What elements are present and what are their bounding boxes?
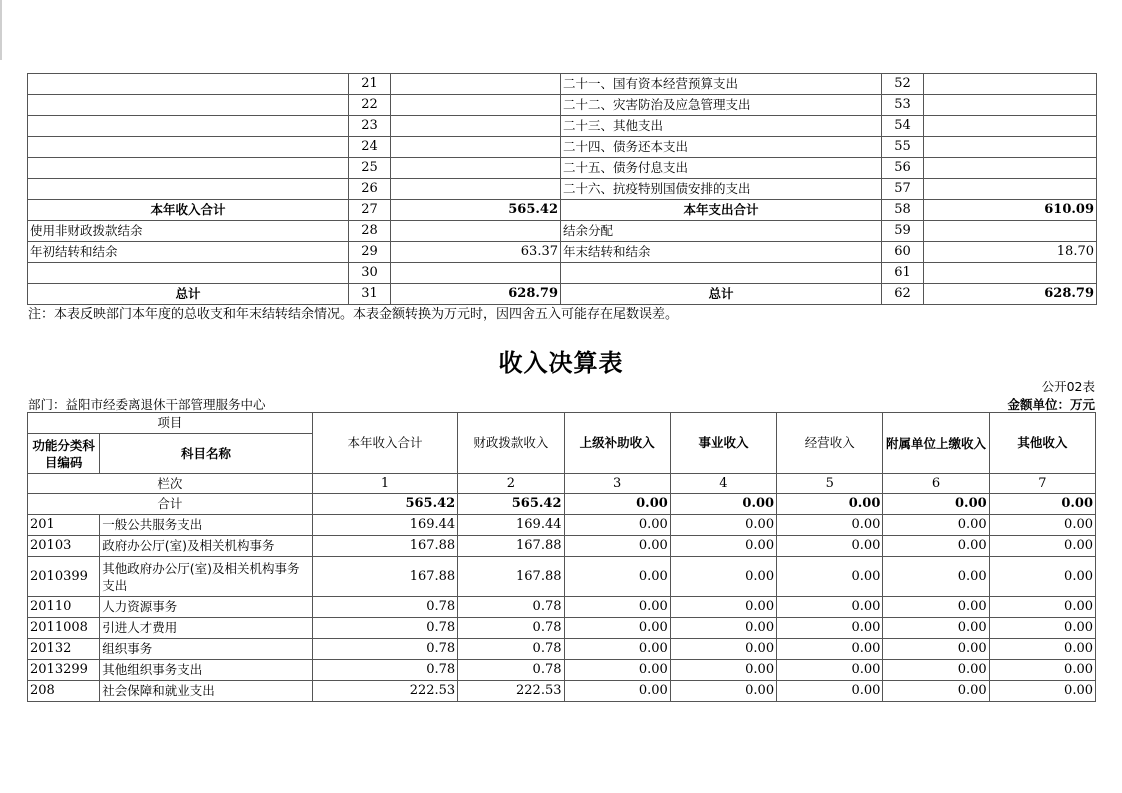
income-line-no: 30 xyxy=(349,263,391,284)
subject-name: 组织事务 xyxy=(100,639,313,660)
amount-cell: 0.00 xyxy=(883,681,989,702)
column-number: 5 xyxy=(777,474,883,494)
expense-item-label: 二十六、抗疫特别国债安排的支出 xyxy=(561,179,882,200)
amount-cell: 0.78 xyxy=(312,597,457,618)
amount-cell: 0.00 xyxy=(777,557,883,597)
expense-amount xyxy=(924,179,1097,200)
header-col-7: 其他收入 xyxy=(989,413,1095,474)
amount-cell: 169.44 xyxy=(312,515,457,536)
amount-cell: 0.00 xyxy=(564,660,670,681)
amount-cell: 0.00 xyxy=(564,515,670,536)
expense-line-no: 55 xyxy=(882,137,924,158)
table-row xyxy=(28,95,1097,116)
expense-line-no: 52 xyxy=(882,74,924,95)
department-label: 部门：益阳市经委离退休干部管理服务中心 xyxy=(28,397,266,412)
amount-cell: 222.53 xyxy=(458,681,564,702)
subject-name: 引进人才费用 xyxy=(100,618,313,639)
amount-cell: 0.00 xyxy=(670,639,776,660)
amount-cell: 0.00 xyxy=(883,597,989,618)
amount-cell: 0.00 xyxy=(670,660,776,681)
income-line-no: 27 xyxy=(349,200,391,221)
total-value: 565.42 xyxy=(312,494,457,515)
table-row xyxy=(28,618,1096,639)
income-amount xyxy=(391,74,561,95)
subject-name: 其他政府办公厅(室)及相关机构事务支出 xyxy=(100,557,313,597)
amount-cell: 0.00 xyxy=(777,618,883,639)
income-item-label xyxy=(28,158,349,179)
amount-cell: 0.00 xyxy=(883,639,989,660)
expense-line-no: 59 xyxy=(882,221,924,242)
expense-line-no: 62 xyxy=(882,284,924,305)
amount-cell: 0.78 xyxy=(312,639,457,660)
table-code: 公开02表 xyxy=(1041,379,1095,394)
subject-code: 2013299 xyxy=(28,660,100,681)
income-item-label: 本年收入合计 xyxy=(28,200,349,221)
header-col-3: 上级补助收入 xyxy=(564,413,670,474)
amount-cell: 0.00 xyxy=(883,536,989,557)
income-amount xyxy=(391,95,561,116)
income-line-no: 31 xyxy=(349,284,391,305)
expense-item-label: 二十二、灾害防治及应急管理支出 xyxy=(561,95,882,116)
expense-amount xyxy=(924,158,1097,179)
expense-item-label: 二十三、其他支出 xyxy=(561,116,882,137)
amount-cell: 167.88 xyxy=(312,557,457,597)
income-item-label xyxy=(28,263,349,284)
table-row xyxy=(28,221,1097,242)
expense-line-no: 58 xyxy=(882,200,924,221)
amount-cell: 0.00 xyxy=(883,515,989,536)
total-value: 0.00 xyxy=(777,494,883,515)
column-number: 4 xyxy=(670,474,776,494)
amount-cell: 169.44 xyxy=(458,515,564,536)
income-line-no: 24 xyxy=(349,137,391,158)
income-item-label xyxy=(28,137,349,158)
expense-line-no: 54 xyxy=(882,116,924,137)
income-amount xyxy=(391,179,561,200)
subject-code: 20103 xyxy=(28,536,100,557)
table-row xyxy=(28,137,1097,158)
expense-item-label: 二十五、债务付息支出 xyxy=(561,158,882,179)
amount-cell: 0.00 xyxy=(564,536,670,557)
amount-cell: 0.00 xyxy=(777,681,883,702)
expense-amount xyxy=(924,116,1097,137)
column-number: 3 xyxy=(564,474,670,494)
table-note: 注：本表反映部门本年度的总收支和年末结转结余情况。本表金额转换为万元时，因四舍五入可能存在尾数误差。 xyxy=(28,307,679,322)
column-number: 1 xyxy=(312,474,457,494)
header-col-1: 本年收入合计 xyxy=(312,413,457,474)
expense-amount xyxy=(924,221,1097,242)
amount-cell: 0.00 xyxy=(989,618,1095,639)
amount-cell: 0.00 xyxy=(883,618,989,639)
expense-amount: 18.70 xyxy=(924,242,1097,263)
expense-item-label: 本年支出合计 xyxy=(561,200,882,221)
table-row xyxy=(28,74,1097,95)
income-line-no: 25 xyxy=(349,158,391,179)
table-row xyxy=(28,515,1096,536)
income-amount xyxy=(391,137,561,158)
income-item-label: 总计 xyxy=(28,284,349,305)
expense-item-label: 二十一、国有资本经营预算支出 xyxy=(561,74,882,95)
amount-cell: 0.00 xyxy=(777,536,883,557)
subject-name: 政府办公厅(室)及相关机构事务 xyxy=(100,536,313,557)
income-line-no: 29 xyxy=(349,242,391,263)
column-number: 6 xyxy=(883,474,989,494)
expense-amount: 628.79 xyxy=(924,284,1097,305)
expense-amount xyxy=(924,95,1097,116)
amount-cell: 0.00 xyxy=(670,681,776,702)
subject-code: 2010399 xyxy=(28,557,100,597)
amount-cell: 0.78 xyxy=(458,597,564,618)
amount-cell: 0.78 xyxy=(312,660,457,681)
amount-cell: 222.53 xyxy=(312,681,457,702)
amount-cell: 0.00 xyxy=(989,557,1095,597)
column-number: 2 xyxy=(458,474,564,494)
income-line-no: 28 xyxy=(349,221,391,242)
amount-cell: 0.78 xyxy=(458,660,564,681)
header-project: 项目 xyxy=(28,413,313,434)
table-row xyxy=(28,179,1097,200)
income-amount xyxy=(391,116,561,137)
amount-cell: 0.00 xyxy=(564,681,670,702)
amount-cell: 0.00 xyxy=(670,515,776,536)
amount-cell: 0.00 xyxy=(564,557,670,597)
income-amount xyxy=(391,263,561,284)
column-number: 7 xyxy=(989,474,1095,494)
lanci-label: 栏次 xyxy=(28,474,313,494)
expense-amount xyxy=(924,137,1097,158)
amount-cell: 0.78 xyxy=(312,618,457,639)
expense-item-label: 结余分配 xyxy=(561,221,882,242)
income-line-no: 26 xyxy=(349,179,391,200)
amount-cell: 0.00 xyxy=(989,536,1095,557)
total-label: 合计 xyxy=(28,494,313,515)
total-value: 0.00 xyxy=(564,494,670,515)
expense-item-label: 二十四、债务还本支出 xyxy=(561,137,882,158)
expense-line-no: 56 xyxy=(882,158,924,179)
table-row xyxy=(28,158,1097,179)
income-amount: 565.42 xyxy=(391,200,561,221)
amount-cell: 0.00 xyxy=(989,515,1095,536)
subject-code: 20132 xyxy=(28,639,100,660)
table-row xyxy=(28,557,1096,597)
amount-cell: 0.00 xyxy=(883,660,989,681)
amount-cell: 0.00 xyxy=(989,660,1095,681)
amount-cell: 0.00 xyxy=(564,618,670,639)
table-row xyxy=(28,639,1096,660)
amount-cell: 0.00 xyxy=(670,557,776,597)
income-amount xyxy=(391,221,561,242)
amount-cell: 0.00 xyxy=(564,597,670,618)
income-item-label xyxy=(28,95,349,116)
total-row xyxy=(28,494,1096,515)
header-col-5: 经营收入 xyxy=(777,413,883,474)
amount-cell: 0.00 xyxy=(777,515,883,536)
amount-cell: 0.78 xyxy=(458,618,564,639)
amount-cell: 0.00 xyxy=(989,597,1095,618)
amount-cell: 0.00 xyxy=(670,618,776,639)
subject-code: 201 xyxy=(28,515,100,536)
table-row xyxy=(28,536,1096,557)
income-amount xyxy=(391,158,561,179)
subject-code: 208 xyxy=(28,681,100,702)
expense-amount: 610.09 xyxy=(924,200,1097,221)
summary-table xyxy=(27,73,1097,305)
total-value: 0.00 xyxy=(883,494,989,515)
amount-cell: 0.78 xyxy=(458,639,564,660)
income-line-no: 22 xyxy=(349,95,391,116)
table-row xyxy=(28,263,1097,284)
subject-name: 一般公共服务支出 xyxy=(100,515,313,536)
income-item-label xyxy=(28,179,349,200)
expense-line-no: 60 xyxy=(882,242,924,263)
amount-cell: 0.00 xyxy=(564,639,670,660)
unit-label: 金额单位：万元 xyxy=(1007,397,1095,412)
amount-cell: 167.88 xyxy=(458,536,564,557)
amount-cell: 0.00 xyxy=(670,597,776,618)
expense-line-no: 61 xyxy=(882,263,924,284)
header-name: 科目名称 xyxy=(100,434,313,474)
income-table xyxy=(27,412,1096,702)
income-line-no: 23 xyxy=(349,116,391,137)
amount-cell: 0.00 xyxy=(777,597,883,618)
table-row xyxy=(28,116,1097,137)
table-row xyxy=(28,597,1096,618)
header-col-2: 财政拨款收入 xyxy=(458,413,564,474)
amount-cell: 167.88 xyxy=(312,536,457,557)
income-item-label xyxy=(28,116,349,137)
subject-code: 2011008 xyxy=(28,618,100,639)
income-item-label: 使用非财政拨款结余 xyxy=(28,221,349,242)
total-value: 0.00 xyxy=(670,494,776,515)
total-value: 565.42 xyxy=(458,494,564,515)
amount-cell: 0.00 xyxy=(989,681,1095,702)
expense-line-no: 57 xyxy=(882,179,924,200)
amount-cell: 0.00 xyxy=(777,639,883,660)
expense-amount xyxy=(924,263,1097,284)
income-item-label xyxy=(28,74,349,95)
subject-code: 20110 xyxy=(28,597,100,618)
amount-cell: 0.00 xyxy=(670,536,776,557)
subject-name: 其他组织事务支出 xyxy=(100,660,313,681)
expense-line-no: 53 xyxy=(882,95,924,116)
amount-cell: 0.00 xyxy=(883,557,989,597)
subject-name: 人力资源事务 xyxy=(100,597,313,618)
income-amount: 63.37 xyxy=(391,242,561,263)
income-item-label: 年初结转和结余 xyxy=(28,242,349,263)
header-col-4: 事业收入 xyxy=(670,413,776,474)
table-row xyxy=(28,242,1097,263)
subject-name: 社会保障和就业支出 xyxy=(100,681,313,702)
income-line-no: 21 xyxy=(349,74,391,95)
table-row xyxy=(28,660,1096,681)
header-col-6: 附属单位上缴收入 xyxy=(883,413,989,474)
expense-amount xyxy=(924,74,1097,95)
amount-cell: 0.00 xyxy=(777,660,883,681)
expense-item-label xyxy=(561,263,882,284)
table-row xyxy=(28,200,1097,221)
expense-item-label: 总计 xyxy=(561,284,882,305)
table-row xyxy=(28,284,1097,305)
page-title: 收入决算表 xyxy=(498,349,624,377)
amount-cell: 167.88 xyxy=(458,557,564,597)
table-row xyxy=(28,681,1096,702)
income-amount: 628.79 xyxy=(391,284,561,305)
page-edge xyxy=(0,0,2,60)
amount-cell: 0.00 xyxy=(989,639,1095,660)
total-value: 0.00 xyxy=(989,494,1095,515)
expense-item-label: 年末结转和结余 xyxy=(561,242,882,263)
header-code: 功能分类科目编码 xyxy=(28,434,100,474)
